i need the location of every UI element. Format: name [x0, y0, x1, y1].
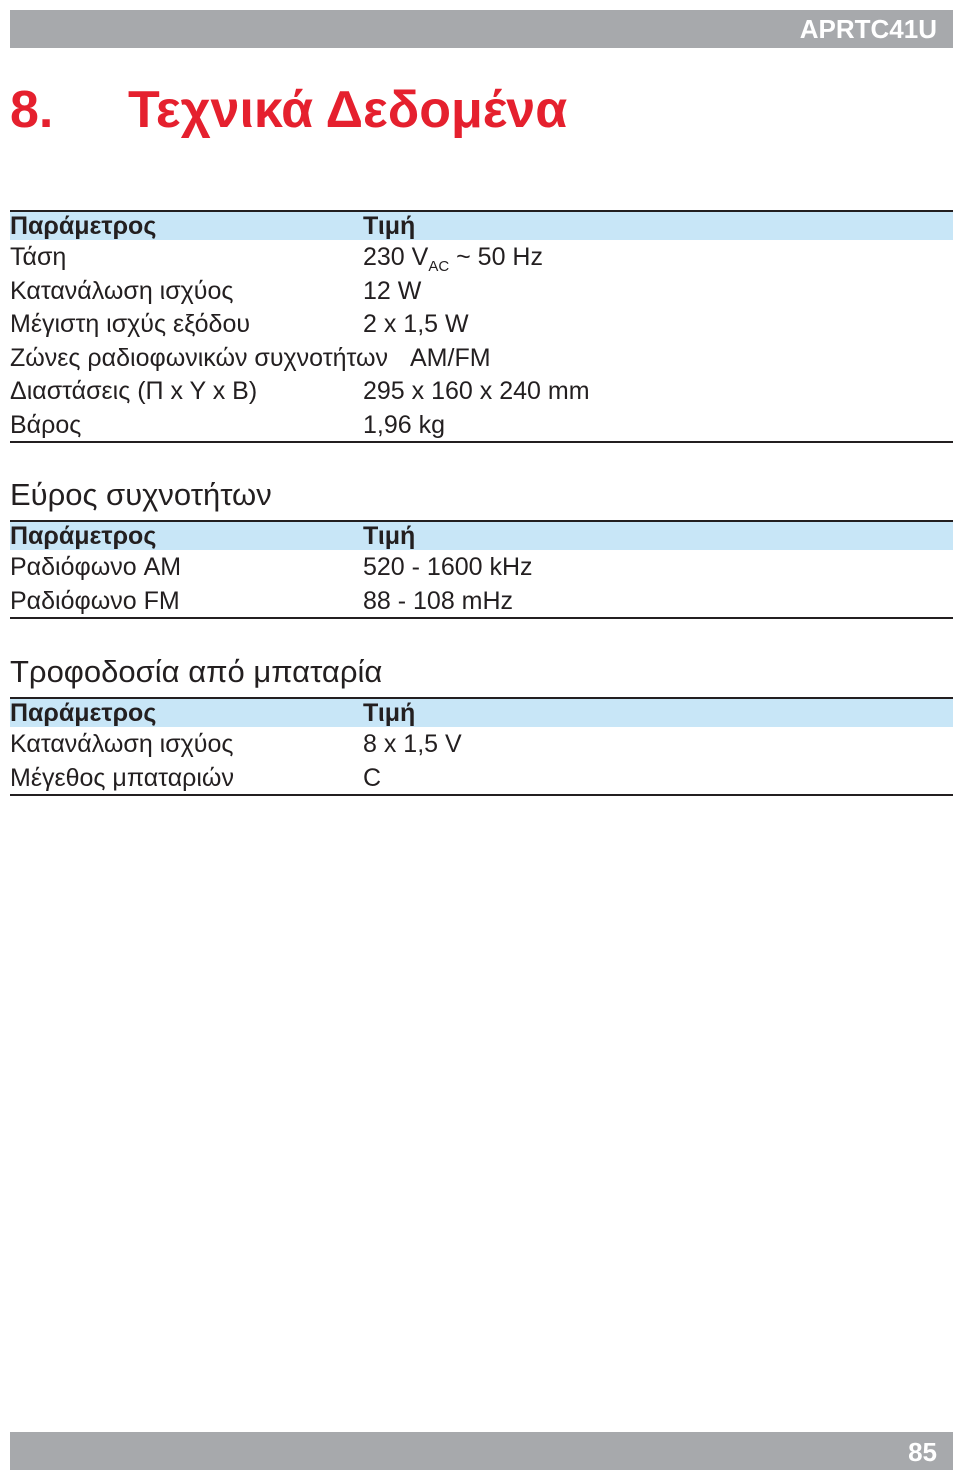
value-cell: 88 - 108 mHz: [363, 586, 514, 615]
battery-power-table: [10, 652, 953, 796]
value-cell: [363, 242, 543, 275]
value-cell: 12 W: [363, 276, 422, 305]
table-row: [10, 240, 953, 274]
section-heading: Τροφοδοσία από μπαταρία: [10, 654, 383, 689]
value-cell: 295 x 160 x 240 mm: [363, 377, 590, 405]
value-cell: 2 x 1,5 W: [363, 310, 469, 338]
param-cell: Διαστάσεις (Π x Y x B): [10, 377, 258, 405]
column-header-param: Παράμετρος: [10, 699, 157, 727]
table-bottom-rule: [10, 794, 953, 796]
value-cell: 8 x 1,5 V: [363, 730, 462, 758]
table-header-row: [10, 697, 953, 727]
table-row: [10, 274, 953, 308]
section-heading: Εύρος συχνοτήτων: [10, 477, 272, 512]
table-row: [10, 727, 953, 761]
value-main: 230 V: [363, 243, 429, 271]
value-subscript: AC: [428, 258, 450, 275]
column-header-value: Τιμή: [363, 699, 416, 727]
table-header-row: [10, 520, 953, 550]
column-header-value: Τιμή: [363, 212, 416, 240]
table-row: [10, 584, 953, 618]
table-row: [10, 408, 953, 442]
value-cell: 520 - 1600 kHz: [363, 553, 533, 581]
table-row: [10, 341, 953, 375]
column-header-param: Παράμετρος: [10, 522, 157, 550]
table-bottom-rule: [10, 617, 953, 619]
table-row: [10, 307, 953, 341]
section-title: Τεχνικά Δεδομένα: [128, 81, 568, 139]
table-row: [10, 550, 953, 584]
page-number: 85: [908, 1437, 937, 1467]
value-cell: 1,96 kg: [363, 410, 446, 439]
value-cell: C: [363, 763, 382, 792]
value-cell: AM/FM: [410, 343, 491, 372]
table-header-row: [10, 210, 953, 240]
footer-bar: [10, 1432, 953, 1470]
param-cell: Ραδιόφωνο FM: [10, 586, 180, 615]
param-cell: Μέγιστη ισχύς εξόδου: [10, 310, 251, 338]
param-cell: Ραδιόφωνο AM: [10, 553, 182, 581]
param-cell: Τάση: [10, 243, 67, 271]
table-row: [10, 761, 953, 795]
table-bottom-rule: [10, 441, 953, 443]
param-cell: Κατανάλωση ισχύος: [10, 276, 234, 305]
frequency-range-table: [10, 475, 953, 619]
param-cell: Κατανάλωση ισχύος: [10, 730, 234, 758]
header-bar: [10, 10, 953, 48]
section-number: 8.: [10, 81, 54, 139]
table-row: [10, 374, 953, 408]
param-cell: Μέγεθος μπαταριών: [10, 763, 234, 792]
column-header-value: Τιμή: [363, 522, 416, 550]
value-rest: ~ 50 Hz: [449, 243, 543, 271]
param-cell: Βάρος: [10, 410, 82, 439]
general-specs-table: [10, 210, 953, 443]
column-header-param: Παράμετρος: [10, 212, 157, 240]
model-label: APRTC41U: [799, 14, 937, 44]
param-cell: Ζώνες ραδιοφωνικών συχνοτήτων: [10, 343, 389, 372]
